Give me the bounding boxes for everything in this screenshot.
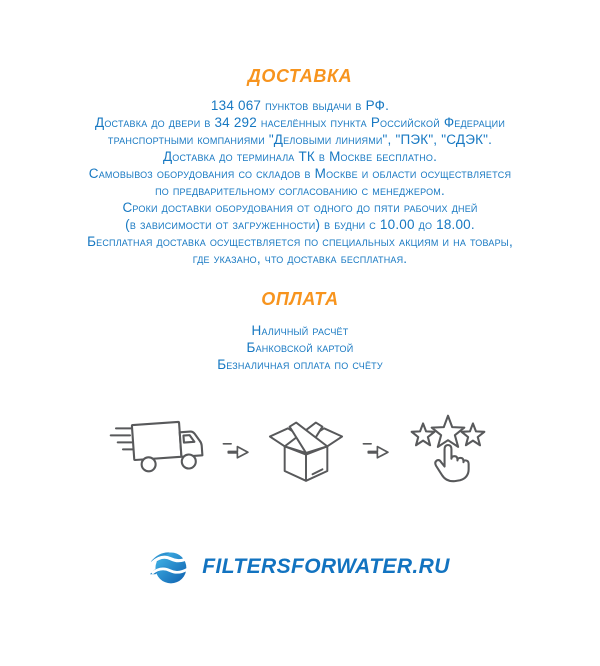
delivery-line: Сроки доставки оборудования от одного до пяти рабочих дней — [122, 200, 478, 215]
delivery-line: транспортными компаниями "Деловыми линиями", "ПЭК", "СДЭК". — [107, 132, 493, 147]
delivery-line: по предварительному согласованию с менеджером. — [155, 183, 445, 198]
open-box-icon — [265, 410, 347, 486]
page — [0, 66, 600, 666]
delivery-line: где указано, что доставка бесплатная. — [192, 251, 408, 266]
delivery-line: Самовывоз оборудования со складов в Москве и области осуществляется — [88, 166, 512, 181]
brand-name: FILTERSFORWATER.RU — [202, 555, 450, 578]
delivery-line: Бесплатная доставка осуществляется по специальных акциям и на товары, — [87, 234, 513, 249]
payment-method: Банковской картой — [246, 340, 354, 355]
payment-section-title: ОПЛАТА — [261, 289, 339, 309]
brand-wave-icon — [150, 547, 190, 587]
payment-method: Безналичная оплата по счёту — [217, 357, 383, 372]
delivery-line: 134 067 пунктов выдачи в РФ. — [210, 98, 390, 113]
arrow-right-icon — [222, 437, 250, 459]
delivery-text-block — [0, 97, 600, 267]
arrow-right-icon — [362, 437, 390, 459]
delivery-line: Доставка до двери в 34 292 населённых пункта Российской Федерации — [95, 115, 505, 130]
delivery-section-title: ДОСТАВКА — [247, 66, 353, 86]
rating-stars-hand-icon — [405, 407, 491, 489]
delivery-line: (в зависимости от загруженности) в будни с 10.00 до 18.00. — [125, 217, 475, 232]
payment-methods-list — [0, 322, 600, 373]
payment-method: Наличный расчёт — [251, 323, 349, 338]
delivery-truck-icon — [109, 416, 207, 481]
footer-brand-logo[interactable] — [0, 547, 600, 587]
process-icons-row — [0, 405, 600, 491]
delivery-line: Доставка до терминала ТК в Москве бесплатно. — [162, 149, 438, 164]
